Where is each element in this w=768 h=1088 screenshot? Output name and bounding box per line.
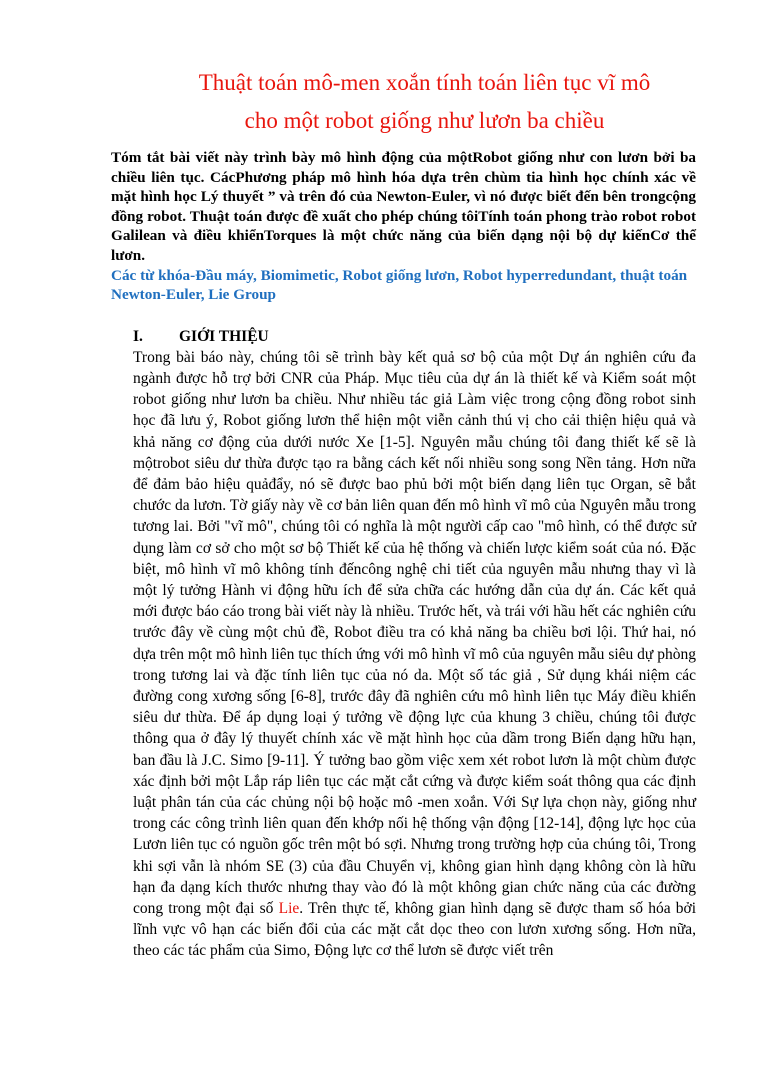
body-text-part-1: Trong bài báo này, chúng tôi sẽ trình bày kết quả sơ bộ của một Dự án nghiên cứu đa ngành được hỗ trợ bởi CNR của Pháp. Mục tiêu của dự án là thiết kế và Kiểm soát một robot giống như lươn ba chiều. Như nhiều tác giả Làm việc trong cộng đồng robot sinh học đã lưu ý, Robot giống lươn thể hiện một viễn cảnh thú vị cho cải thiện hiệu quả và khả năng cơ động của dưới nước Xe [1-5]. Nguyên mẫu chúng tôi đang thiết kế sẽ là mộtrobot siêu dư thừa được tạo ra bằng cách kết nối nhiều song song Nền tảng. Hơn nữa để đảm bảo hiệu quảđẩy, nó sẽ được bao phủ bởi một biến dạng liên tục Organ, sẽ bắt chước da lươn. Tờ giấy này về cơ bản liên quan đến mô hình vĩ mô của Nguyên mẫu trong tương lai. Bởi "vĩ mô", chúng tôi có nghĩa là một người cấp cao "mô hình, có thể được sử dụng làm cơ sở cho một sơ bộ Thiết kế của hệ thống và chiến lược kiểm soát của nó. Đặc biệt, mô hình vĩ mô không tính đếncông nghệ chi tiết của nguyên mẫu nhưng thay vì là một lý tưởng Hành vi động hữu ích để sửa chữa các hướng dẫn của dự án. Các kết quả mới được báo cáo trong bài viết này là nhiều. Trước hết, và trái với hầu hết các nghiên cứu trước đây về cùng một chủ đề, Robot điều tra có khả năng ba chiều bơi lội. Thứ hai, nó dựa trên một mô hình liên tục thích ứng với mô hình vĩ mô của nguyên mẫu siêu dự phòng trong tương lai và đặc tính liên tục của nó da. Một số tác giả , Sử dụng khái niệm các đường cong xương sống [6-8], trước đây đã nghiên cứu mô hình liên tục Máy điều khiển siêu dư thừa. Để áp dụng loại ý tưởng về động lực của khung 3 chiều, chúng tôi được thông qua ở đây lý thuyết chính xác về mặt hình học của dầm trong Biến dạng hữu hạn, ban đầu là J.C. Simo [9-11]. Ý tưởng bao gồm việc xem xét robot lươn là một chùm được xác định bởi một Lắp ráp liên tục các mặt cắt cứng và được kiểm soát thông qua các định luật phân tán của các chủng nội bộ hoặc mô -men xoắn. Với Sự lựa chọn này, giống như trong các công trình liên quan đến khớp nối hệ thống vận động [12-14], động lực học của Lươn liên tục có nguồn gốc trên một bó sợi. Nhưng trong trường hợp của chúng tôi, Trong khi sợi vẫn là nhóm SE (3) của đầu Chuyển vị, không gian hình dạng không còn là hữu hạn đa dạng kích thước nhưng thay vào đó là một không gian chức năng của các đường cong trong một đại số <box>133 348 696 918</box>
body-text-part-2: . Trên thực tế, không gian hình dạng sẽ được tham số hóa bởi lĩnh vực vô hạn các biến đổi của các mặt cắt dọc theo con lươn xương sống. Hơn nữa, theo các tác phẩm của Simo, Động lực cơ thể lươn sẽ được viết trên <box>133 900 697 960</box>
document-page <box>0 64 768 1088</box>
section-number: I. <box>133 327 143 345</box>
section-title: GIỚI THIỆU <box>179 327 269 345</box>
highlighted-term: Lie <box>278 900 300 918</box>
title-line-2: cho một robot giống như lươn ba chiều <box>244 108 605 133</box>
title-line-1: Thuật toán mô-men xoắn tính toán liên tục vĩ mô <box>198 70 651 95</box>
section-heading <box>133 327 696 347</box>
abstract: Tóm tắt bài viết này trình bày mô hình động của mộtRobot giống như con lươn bởi ba chiều liên tục. CácPhương pháp mô hình hóa dựa trên chùm tia hình học chính xác về mặt hình học Lý thuyết ” và trên đó của Newton-Euler, vì nó được biết đến bên trongcộng đồng robot. Thuật toán được đề xuất cho phép chúng tôiTính toán phong trào robot robot Galilean và điều khiểnTorques là một chức năng của biến dạng nội bộ dự kiếnCơ thể lươn. <box>111 149 696 264</box>
body-paragraph <box>133 347 696 962</box>
keywords: Các từ khóa-Đầu máy, Biomimetic, Robot giống lươn, Robot hyperredundant, thuật toán Newton-Euler, Lie Group <box>111 266 688 304</box>
paper-title <box>113 64 736 140</box>
